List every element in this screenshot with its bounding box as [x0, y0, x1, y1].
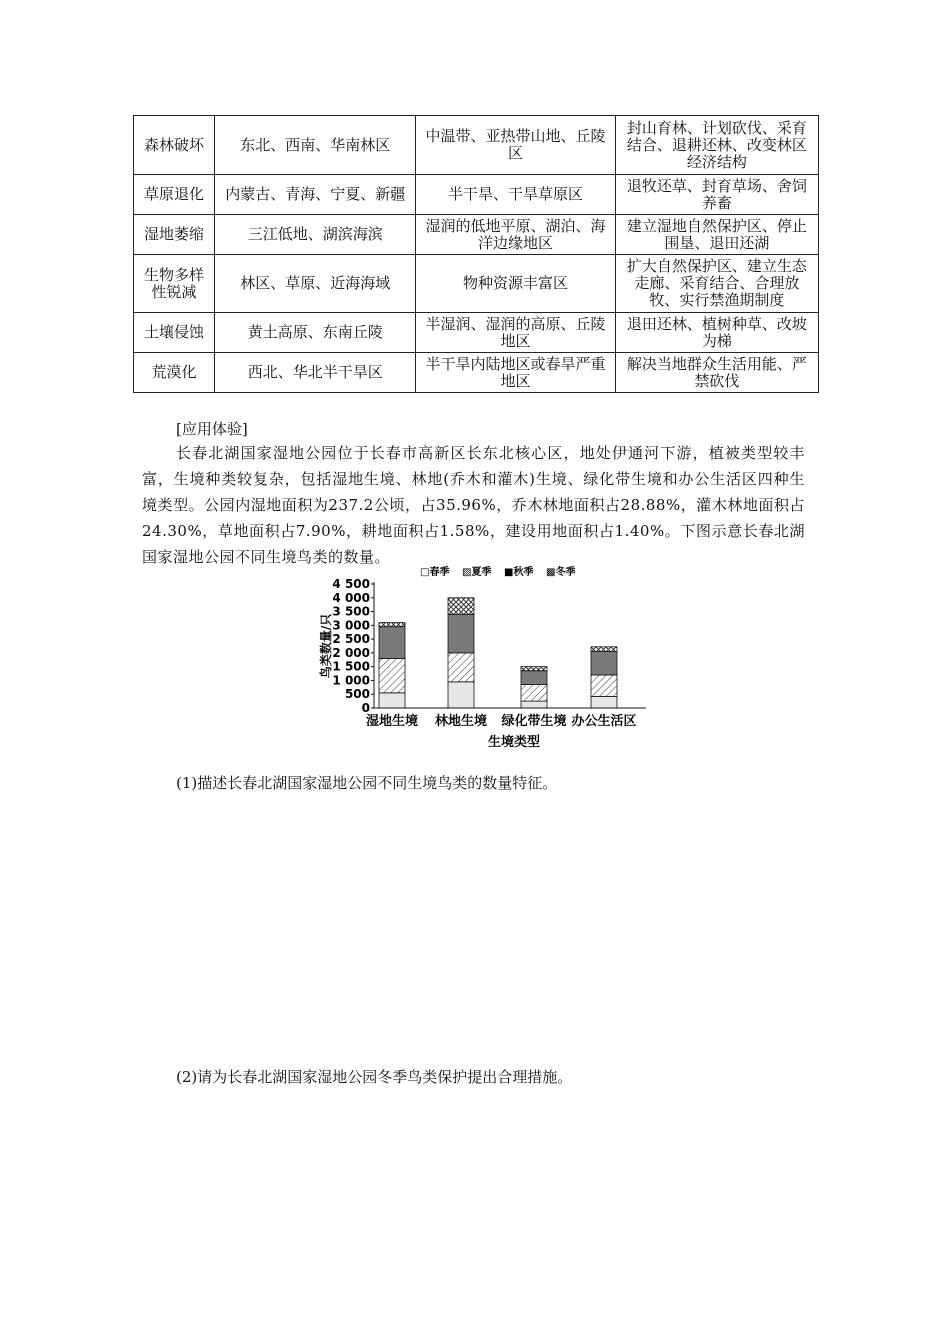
problem-cell: 森林破坏 [134, 116, 215, 175]
legend-item-winter: ▩冬季 [546, 567, 576, 578]
chart-legend [420, 565, 575, 578]
measure-cell: 退田还林、植树种草、改坡为梯 [615, 313, 818, 353]
y-tick-label: 4 500 [332, 577, 370, 591]
bar-segment-spring [591, 696, 617, 708]
x-tick-label: 林地生境 [434, 714, 488, 729]
region-cell: 林区、草原、近海海域 [215, 255, 416, 313]
y-axis-label: 鸟类数量/只 [319, 613, 333, 679]
question-1: (1)描述长春北湖国家湿地公园不同生境鸟类的数量特征。 [176, 774, 558, 792]
bar-segment-autumn [448, 614, 474, 653]
region-cell: 三江低地、湖滨海滨 [215, 215, 416, 255]
y-tick-label: 3 500 [332, 604, 370, 619]
bar-segment-summer [379, 658, 405, 692]
legend-item-autumn: ■秋季 [504, 567, 534, 578]
region-cell: 黄土高原、东南丘陵 [215, 313, 416, 353]
table-row [134, 175, 819, 215]
table-row [134, 116, 819, 175]
y-tick-label: 3 000 [332, 618, 370, 633]
legend-item-summer: ▨夏季 [462, 567, 492, 578]
x-axis-label: 生境类型 [487, 735, 541, 750]
measure-cell: 封山育林、计划砍伐、采育结合、退耕还林、改变林区经济结构 [615, 116, 818, 175]
area-cell: 半干旱、干旱草原区 [416, 175, 615, 215]
x-axis-ticks [366, 713, 637, 729]
x-tick-label: 绿化带生境 [501, 714, 567, 729]
y-axis-ticks [332, 577, 374, 715]
region-cell: 内蒙古、青海、宁夏、新疆 [215, 175, 416, 215]
bar-segment-spring [448, 682, 474, 708]
chart-bars [379, 598, 617, 708]
bar-segment-winter [448, 598, 474, 615]
table-row [134, 353, 819, 393]
problem-cell: 草原退化 [134, 175, 215, 215]
region-cell: 西北、华北半干旱区 [215, 353, 416, 393]
x-tick-label: 湿地生境 [365, 714, 419, 729]
bar-segment-summer [448, 653, 474, 682]
table-row [134, 313, 819, 353]
x-tick-label: 办公生活区 [571, 714, 637, 729]
y-tick-label: 4 000 [332, 590, 370, 605]
measure-cell: 解决当地群众生活用能、严禁砍伐 [615, 353, 818, 393]
intro-paragraph: 长春北湖国家湿地公园位于长春市高新区长东北核心区，地处伊通河下游，植被类型较丰富，生境种类较复杂，包括湿地生境、林地(乔木和灌木)生境、绿化带生境和办公生活区四种生境类型。公园内湿地面积为237.2公顷，占35.96%，乔木林地面积占28.88%，灌木林地面积占24.30%，草地面积占7.90%，耕地面积占1.58%，建设用地面积占1.40%。下图示意长春北湖国家湿地公园不同生境鸟类的数量。 [142, 444, 805, 566]
y-tick-label: 2 000 [332, 645, 370, 660]
bar-segment-autumn [521, 671, 547, 685]
y-tick-label: 0 [361, 701, 370, 715]
bar-segment-winter [591, 647, 617, 652]
problem-cell: 土壤侵蚀 [134, 313, 215, 353]
bar-segment-winter [521, 667, 547, 671]
y-tick-label: 500 [344, 687, 370, 702]
table-row [134, 215, 819, 255]
y-tick-label: 1 000 [332, 673, 370, 688]
bar-segment-summer [521, 685, 547, 702]
table-row [134, 255, 819, 313]
region-cell: 东北、西南、华南林区 [215, 116, 416, 175]
area-cell: 半干旱内陆地区或春旱严重地区 [416, 353, 615, 393]
bar-segment-spring [379, 693, 405, 708]
problem-cell: 生物多样性锐减 [134, 255, 215, 313]
bar-segment-winter [379, 623, 405, 627]
area-cell: 中温带、亚热带山地、丘陵区 [416, 116, 615, 175]
section-title: [应用体验] [176, 420, 248, 438]
bar-segment-autumn [591, 652, 617, 675]
measure-cell: 退牧还草、封育草场、舍饲养畜 [615, 175, 818, 215]
measure-cell: 扩大自然保护区、建立生态走廊、采育结合、合理放牧、实行禁渔期制度 [615, 255, 818, 313]
problem-cell: 湿地萎缩 [134, 215, 215, 255]
eco-problems-table [133, 115, 819, 393]
bar-segment-summer [591, 675, 617, 696]
area-cell: 湿润的低地平原、湖泊、海洋边缘地区 [416, 215, 615, 255]
question-2: (2)请为长春北湖国家湿地公园冬季鸟类保护提出合理措施。 [176, 1068, 573, 1086]
bird-count-chart [316, 562, 676, 752]
y-tick-label: 2 500 [332, 632, 370, 647]
area-cell: 物种资源丰富区 [416, 255, 615, 313]
problem-cell: 荒漠化 [134, 353, 215, 393]
area-cell: 半湿润、湿润的高原、丘陵地区 [416, 313, 615, 353]
legend-item-spring: □春季 [420, 567, 450, 578]
measure-cell: 建立湿地自然保护区、停止围垦、退田还湖 [615, 215, 818, 255]
y-tick-label: 1 500 [332, 659, 370, 674]
bar-segment-autumn [379, 627, 405, 659]
bar-segment-spring [521, 701, 547, 708]
